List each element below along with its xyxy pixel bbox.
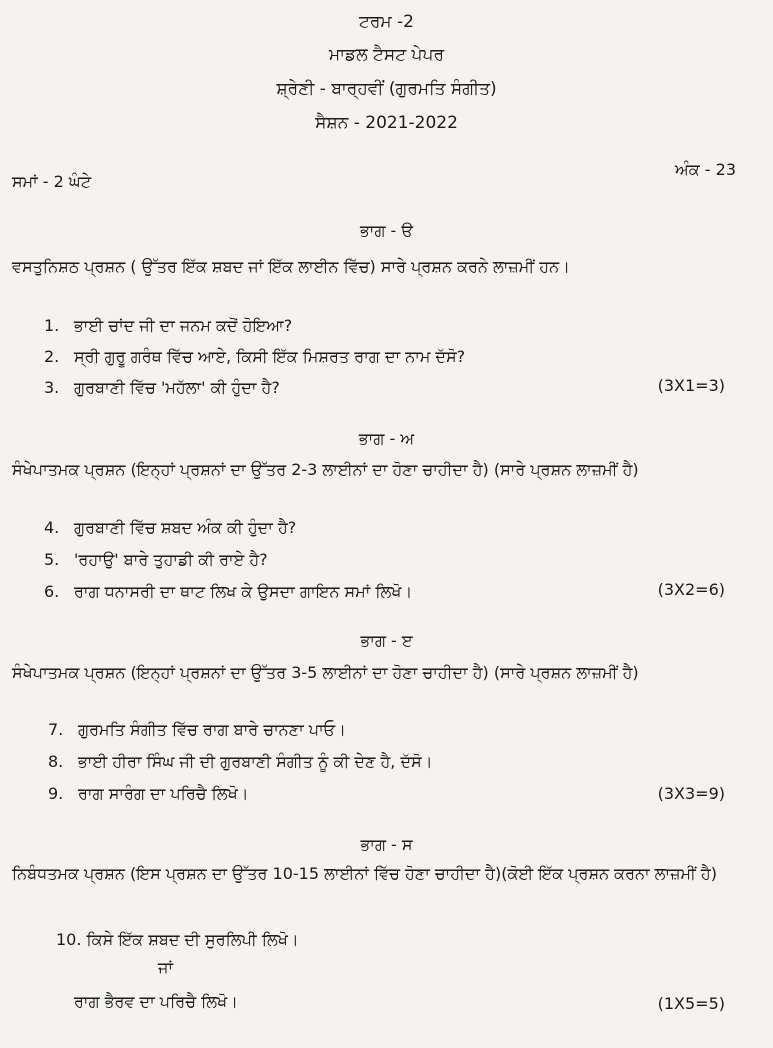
section-d-marks: (1X5=5) xyxy=(657,994,725,1013)
question-1 xyxy=(44,316,292,336)
question-9 xyxy=(48,784,249,804)
question-number: 7. xyxy=(48,720,64,739)
question-number: 3. xyxy=(44,378,60,397)
section-a-instruction: ਵਸਤੁਨਿਸ਼ਠ ਪ੍ਰਸ਼ਨ ( ਉੱਤਰ ਇੱਕ ਸ਼ਬਦ ਜਾਂ ਇੱਕ ਲਾਈਨ ਵਿੱਚ) ਸਾਰੇ ਪ੍ਰਸ਼ਨ ਕਰਨੇ ਲਾਜ਼ਮੀਂ ਹਨ। xyxy=(12,257,570,276)
section-a-marks: (3X1=3) xyxy=(657,376,725,395)
time-allowed: ਸਮਾਂ - 2 ਘੰਟੇ xyxy=(12,172,92,191)
question-text: ਭਾਈ ਚਾਂਦ ਜੀ ਦਾ ਜਨਮ ਕਦੋਂ ਹੋਇਆ? xyxy=(74,316,293,335)
session-line: ਸੈਸ਼ਨ - 2021-2022 xyxy=(315,113,458,133)
question-10: 10. ਕਿਸੇ ਇੱਕ ਸ਼ਬਦ ਦੀ ਸੁਰਲਿਪੀ ਲਿਖੋ। xyxy=(56,930,299,949)
question-number: 8. xyxy=(48,752,64,771)
question-text: ਰਾਗ ਸਾਰੰਗ ਦਾ ਪਰਿਚੈ ਲਿਖੋ। xyxy=(78,784,249,803)
section-c-title: ਭਾਗ - ੲ xyxy=(360,631,413,650)
section-a-title: ਭਾਗ - ੳ xyxy=(359,221,414,240)
class-subject: ਸ਼੍ਰੇਣੀ - ਬਾਰ੍ਹਵੀਂ (ਗੁਰਮਤਿ ਸੰਗੀਤ) xyxy=(276,79,497,99)
total-marks: ਅੰਕ - 23 xyxy=(675,160,736,179)
paper-title: ਮਾਡਲ ਟੈਸਟ ਪੇਪਰ xyxy=(329,45,444,65)
question-2 xyxy=(44,347,465,367)
section-b-marks: (3X2=6) xyxy=(657,580,725,599)
section-c-marks: (3X3=9) xyxy=(657,784,725,803)
question-6 xyxy=(44,582,412,602)
question-text: ਗੁਰਬਾਣੀ ਵਿੱਚ ਸ਼ਬਦ ਅੰਕ ਕੀ ਹੁੰਦਾ ਹੈ? xyxy=(74,518,297,537)
question-4 xyxy=(44,518,296,538)
section-d-title: ਭਾਗ - ਸ xyxy=(360,835,413,854)
section-b-instruction: ਸੰਖੇਪਾਤਮਕ ਪ੍ਰਸ਼ਨ (ਇਨ੍ਹਾਂ ਪ੍ਰਸ਼ਨਾਂ ਦਾ ਉੱਤਰ 2-3 ਲਾਈਨਾਂ ਦਾ ਹੋਣਾ ਚਾਹੀਦਾ ਹੈ) (ਸਾਰੇ ਪ੍ਰਸ਼ਨ ਲਾਜ਼ਮੀਂ ਹੈ) xyxy=(12,460,639,479)
question-text: ਸ੍ਰੀ ਗੁਰੂ ਗਰੰਥ ਵਿੱਚ ਆਏ, ਕਿਸੀ ਇੱਕ ਮਿਸ਼ਰਤ ਰਾਗ ਦਾ ਨਾਮ ਦੱਸੋ? xyxy=(74,347,466,366)
question-5 xyxy=(44,550,268,570)
question-number: 6. xyxy=(44,582,60,601)
question-8 xyxy=(48,752,432,772)
section-b-title: ਭਾਗ - ਅ xyxy=(358,429,415,448)
question-number: 4. xyxy=(44,518,60,537)
question-7 xyxy=(48,720,346,740)
section-c-instruction: ਸੰਖੇਪਾਤਮਕ ਪ੍ਰਸ਼ਨ (ਇਨ੍ਹਾਂ ਪ੍ਰਸ਼ਨਾਂ ਦਾ ਉੱਤਰ 3-5 ਲਾਈਨਾਂ ਦਾ ਹੋਣਾ ਚਾਹੀਦਾ ਹੈ) (ਸਾਰੇ ਪ੍ਰਸ਼ਨ ਲਾਜ਼ਮੀਂ ਹੈ) xyxy=(12,663,639,682)
question-number: 1. xyxy=(44,316,60,335)
section-d-instruction: ਨਿਬੰਧਤਮਕ ਪ੍ਰਸ਼ਨ (ਇਸ ਪ੍ਰਸ਼ਨ ਦਾ ਉੱਤਰ 10-15 ਲਾਈਨਾਂ ਵਿੱਚ ਹੋਣਾ ਚਾਹੀਦਾ ਹੈ)(ਕੋਈ ਇੱਕ ਪ੍ਰਸ਼ਨ ਕਰਨਾ ਲਾਜ਼ਮੀਂ ਹੈ) xyxy=(12,864,717,883)
question-3 xyxy=(44,378,280,398)
or-label: ਜਾਂ xyxy=(158,958,173,977)
question-text: ਗੁਰਬਾਣੀ ਵਿੱਚ 'ਮਹੱਲਾ' ਕੀ ਹੁੰਦਾ ਹੈ? xyxy=(74,378,280,397)
question-10-alternative: ਰਾਗ ਭੈਰਵ ਦਾ ਪਰਿਚੈ ਲਿਖੋ। xyxy=(74,992,238,1011)
question-text: ਭਾਈ ਹੀਰਾ ਸਿੰਘ ਜੀ ਦੀ ਗੁਰਬਾਣੀ ਸੰਗੀਤ ਨੂੰ ਕੀ ਦੇਣ ਹੈ, ਦੱਸੋ। xyxy=(78,752,433,771)
question-text: 'ਰਹਾਉ' ਬਾਰੇ ਤੁਹਾਡੀ ਕੀ ਰਾਏ ਹੈ? xyxy=(74,550,268,569)
question-text: ਗੁਰਮਤਿ ਸੰਗੀਤ ਵਿੱਚ ਰਾਗ ਬਾਰੇ ਚਾਨਣਾ ਪਾਓ। xyxy=(78,720,346,739)
question-text: ਰਾਗ ਧਨਾਸਰੀ ਦਾ ਥਾਟ ਲਿਖ ਕੇ ਉਸਦਾ ਗਾਇਨ ਸਮਾਂ ਲਿਖੋ। xyxy=(74,582,413,601)
term-heading: ਟਰਮ -2 xyxy=(359,12,414,32)
question-number: 9. xyxy=(48,784,64,803)
question-number: 2. xyxy=(44,347,60,366)
question-number: 5. xyxy=(44,550,60,569)
